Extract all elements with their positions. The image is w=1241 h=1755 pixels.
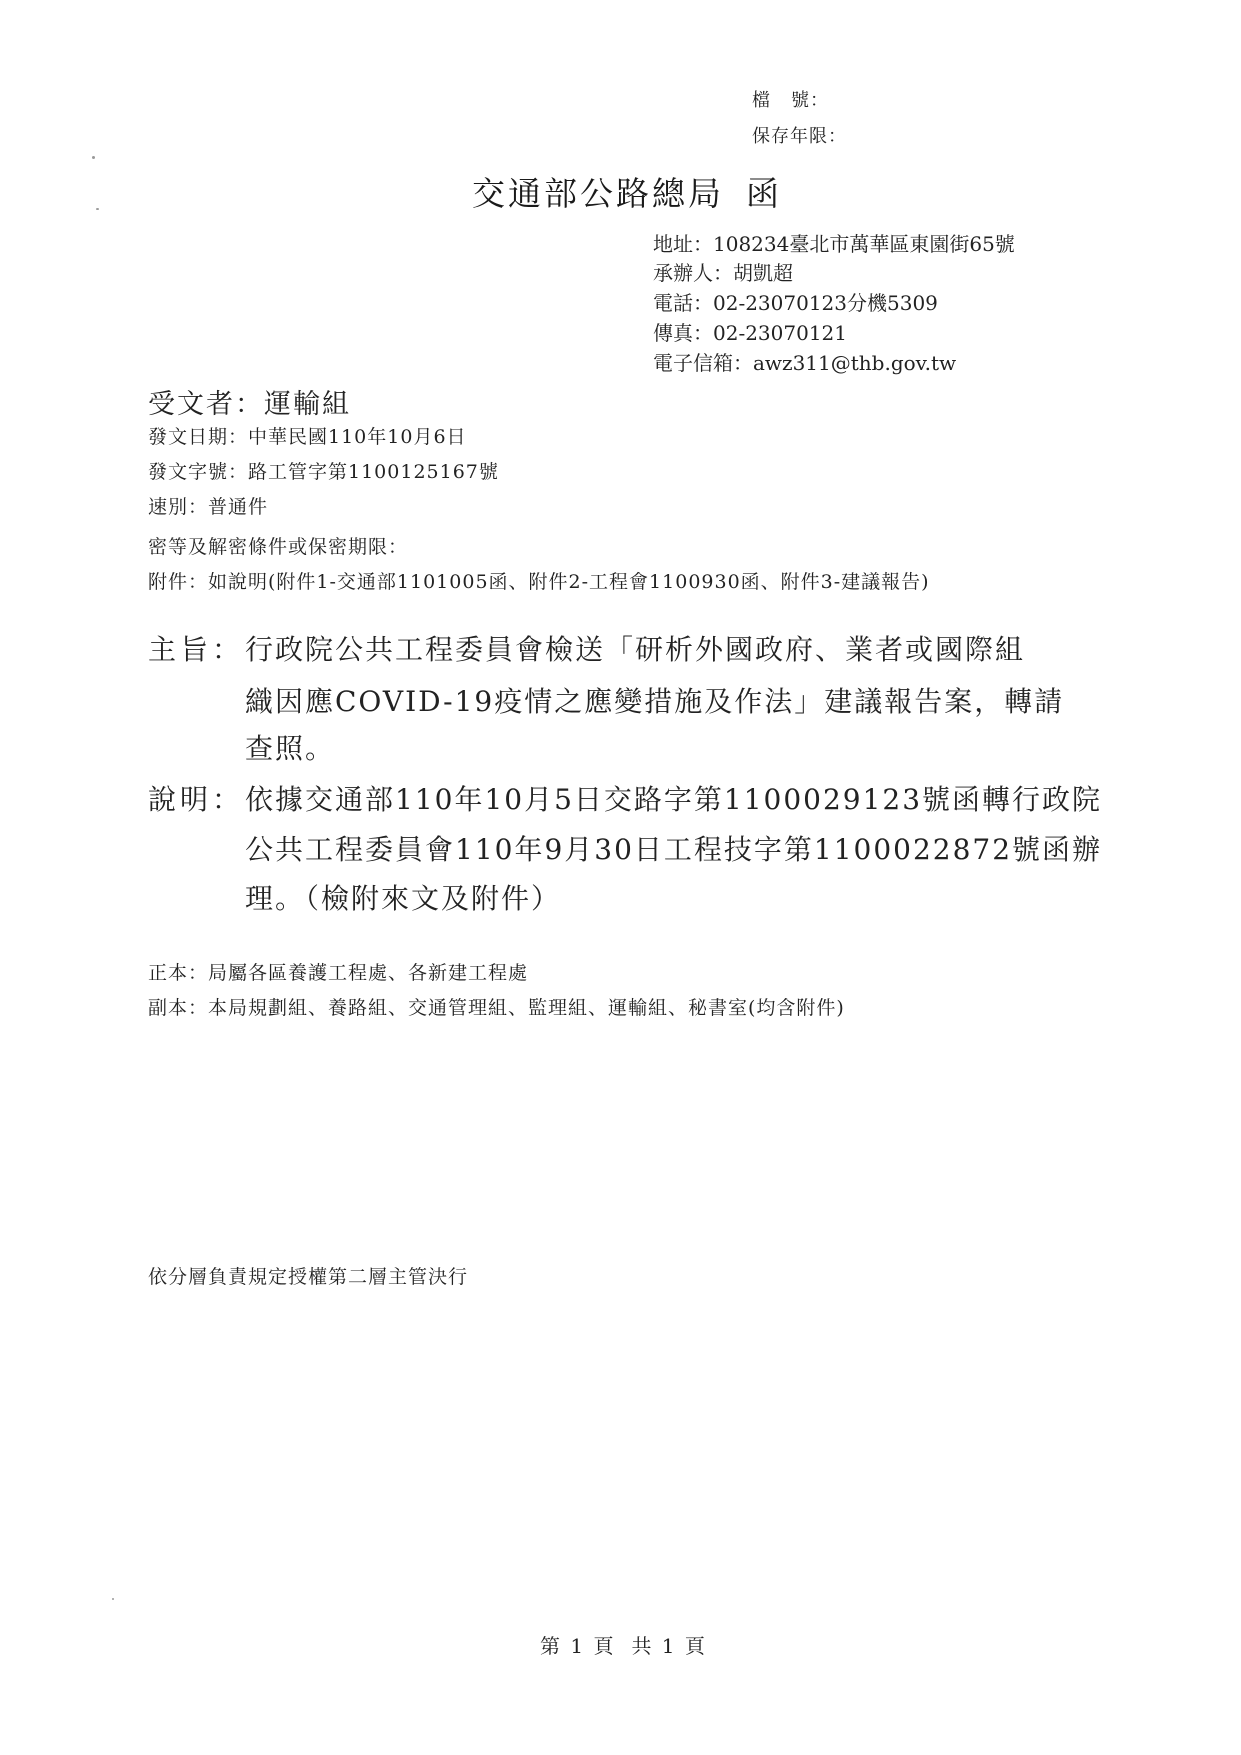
classification: 密等及解密條件或保密期限： [148, 536, 409, 558]
subject-line: 查照。 [245, 732, 336, 765]
authority-note: 依分層負責規定授權第二層主管決行 [148, 1266, 469, 1288]
description-line: 公共工程委員會110年9月30日工程技字第1100022872號函辦 [245, 833, 1103, 866]
contact-email: 電子信箱：awz311@thb.gov.tw [653, 351, 957, 375]
priority: 速別：普通件 [148, 496, 269, 518]
subject-line: 織因應COVID-19疫情之應變措施及作法」建議報告案，轉請 [245, 685, 1065, 718]
issue-date: 發文日期：中華民國110年10月6日 [148, 426, 467, 448]
contact-fax: 傳真：02-23070121 [653, 321, 848, 345]
document-title [472, 168, 782, 215]
file-number-label-part2: 號： [791, 90, 829, 111]
description-label: 說明： [148, 783, 245, 816]
subject-line: 行政院公共工程委員會檢送「研析外國政府、業者或國際組 [245, 633, 1026, 666]
subject-label: 主旨： [148, 633, 245, 666]
page-footer [540, 1630, 707, 1659]
contact-address: 地址：108234臺北市萬華區東園街65號 [653, 232, 1015, 256]
contact-phone: 電話：02-23070123分機5309 [653, 291, 938, 315]
page-total: 共 1 頁 [631, 1634, 707, 1658]
retention-period-label: 保存年限： [752, 126, 847, 147]
copy-recipients: 副本：本局規劃組、養路組、交通管理組、監理組、運輸組、秘書室(均含附件) [148, 997, 845, 1019]
original-recipients: 正本：局屬各區養護工程處、各新建工程處 [148, 962, 529, 984]
recipient: 受文者：運輸組 [148, 389, 351, 420]
contact-handler: 承辦人：胡凱超 [653, 261, 793, 285]
scan-speck [96, 208, 99, 210]
page-number: 第 1 頁 [540, 1634, 616, 1658]
description-line: 理。（檢附來文及附件） [245, 882, 562, 915]
scan-speck [112, 1598, 114, 1600]
description-line: 依據交通部110年10月5日交路字第1100029123號函轉行政院 [245, 783, 1103, 816]
issuing-agency: 交通部公路總局 [472, 174, 724, 213]
document-number: 發文字號：路工管字第1100125167號 [148, 461, 499, 483]
file-number-label-part1: 檔 [752, 90, 771, 111]
document-type: 函 [746, 174, 782, 213]
scan-speck [92, 156, 95, 159]
file-number-label [752, 86, 829, 112]
attachments: 附件：如說明(附件1-交通部1101005函、附件2-工程會1100930函、附件3-建議報告) [148, 571, 930, 593]
